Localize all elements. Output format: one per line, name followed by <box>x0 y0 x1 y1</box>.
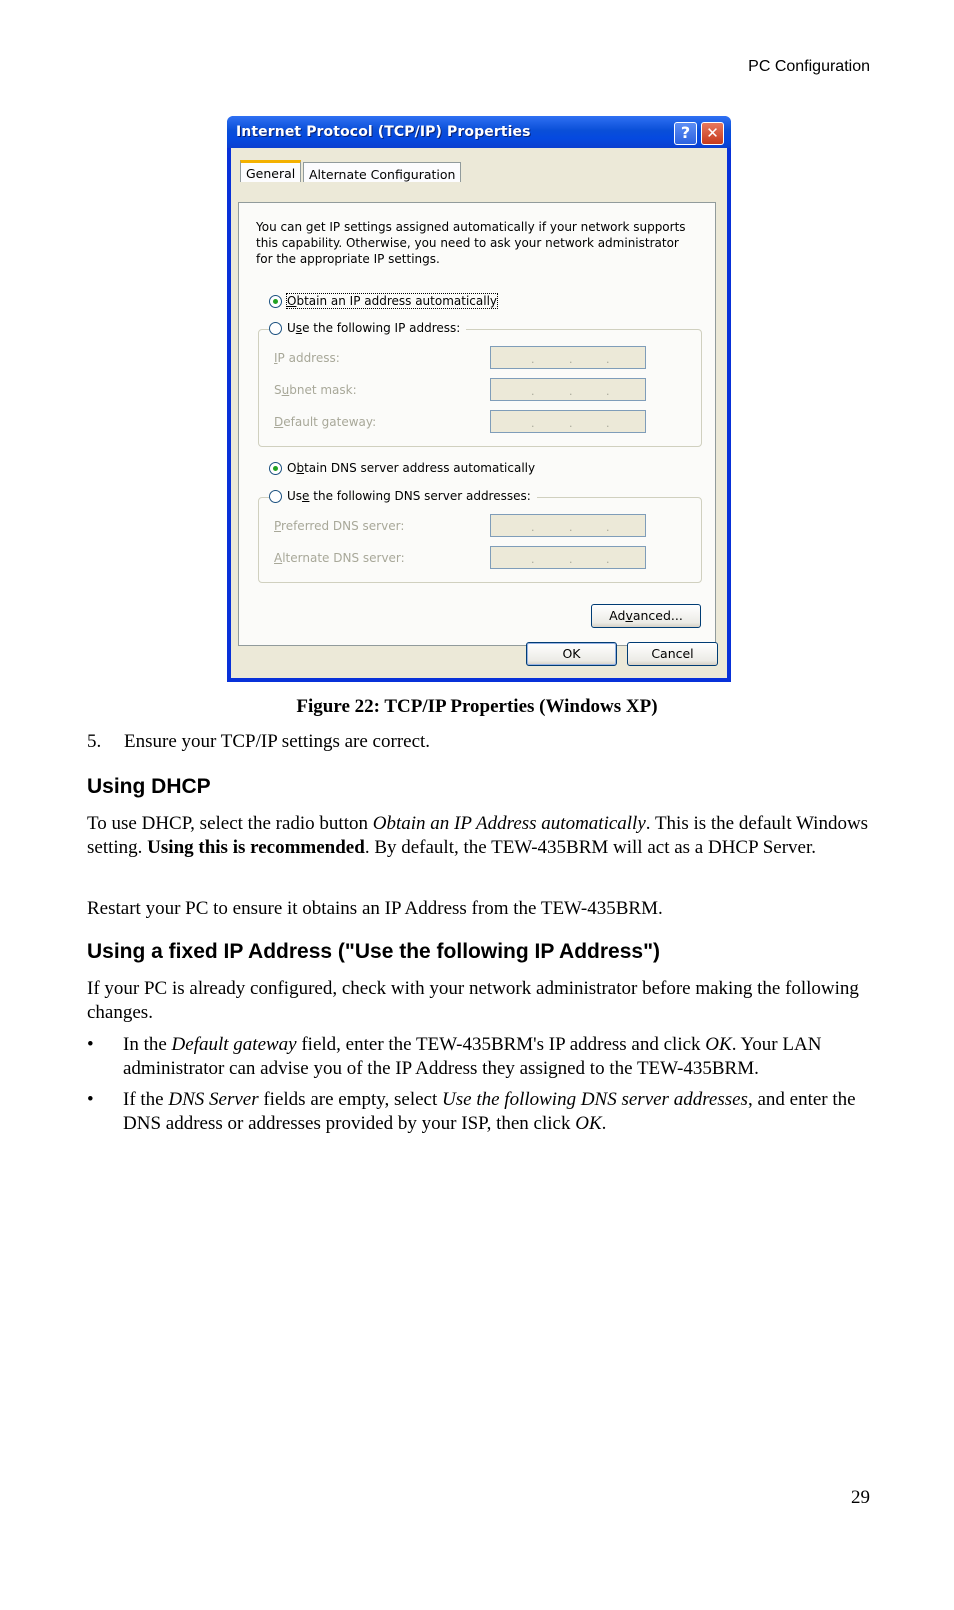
obtain-dns-auto-label: Obtain DNS server address automatically <box>287 461 536 475</box>
step-number: 5. <box>87 731 102 752</box>
tab-alternate-configuration[interactable] <box>303 162 461 182</box>
close-icon: ✕ <box>706 124 719 142</box>
restart-paragraph: Restart your PC to ensure it obtains an IP Address from the TEW-435BRM. <box>87 898 663 919</box>
tab-alternate-label: Alternate Configuration <box>309 167 456 182</box>
tcpip-properties-dialog <box>227 116 731 682</box>
radio-checked-icon <box>269 295 282 308</box>
use-following-ip-label: Use the following IP address: <box>287 321 461 335</box>
close-button[interactable] <box>701 122 724 145</box>
step-text: Ensure your TCP/IP settings are correct. <box>124 731 431 752</box>
fixed-ip-heading: Using a fixed IP Address ("Use the following IP Address") <box>87 940 661 963</box>
tab-general[interactable] <box>240 160 301 182</box>
radio-unchecked-icon <box>269 322 282 335</box>
static-dns-group <box>258 497 702 583</box>
advanced-button[interactable]: Advanced... <box>591 604 701 628</box>
ip-address-label: IP address: <box>274 351 340 365</box>
subnet-mask-input[interactable]: . . . <box>490 378 646 401</box>
radio-unchecked-icon <box>269 490 282 503</box>
dhcp-heading: Using DHCP <box>87 775 211 798</box>
subnet-mask-label: Subnet mask: <box>274 383 357 397</box>
dialog-titlebar[interactable] <box>227 116 731 148</box>
bullet-icon: • <box>87 1034 94 1055</box>
step-5 <box>87 731 430 753</box>
bullet-text: In the Default gateway field, enter the TEW-435BRM's IP address and click OK. Your LAN administrator can advise you of the IP Address they assigned to the TEW-435BRM. <box>123 1034 822 1079</box>
preferred-dns-label: Preferred DNS server: <box>274 519 405 533</box>
ip-address-input[interactable]: . . . <box>490 346 646 369</box>
cancel-button[interactable]: Cancel <box>627 642 718 666</box>
page-header: PC Configuration <box>748 58 870 75</box>
preferred-dns-input[interactable]: . . . <box>490 514 646 537</box>
alternate-dns-input[interactable]: . . . <box>490 546 646 569</box>
alternate-dns-label: Alternate DNS server: <box>274 551 405 565</box>
help-icon: ? <box>680 123 691 142</box>
figure-caption: Figure 22: TCP/IP Properties (Windows XP) <box>296 696 658 717</box>
use-following-dns-label: Use the following DNS server addresses: <box>287 489 531 503</box>
dialog-client <box>231 148 727 678</box>
obtain-dns-auto-radio[interactable] <box>269 461 535 475</box>
page-number: 29 <box>851 1487 870 1508</box>
use-following-ip-radio[interactable] <box>269 321 466 335</box>
tab-general-label: General <box>246 166 296 181</box>
default-gateway-label: Default gateway: <box>274 415 377 429</box>
help-button[interactable] <box>674 122 697 145</box>
dialog-title: Internet Protocol (TCP/IP) Properties <box>236 124 531 140</box>
general-tab-panel <box>238 202 716 646</box>
obtain-ip-auto-radio[interactable] <box>269 294 497 308</box>
radio-checked-icon <box>269 462 282 475</box>
obtain-ip-auto-label: Obtain an IP address automatically <box>287 294 498 308</box>
bullet-icon: • <box>87 1089 94 1110</box>
intro-text: You can get IP settings assigned automatically if your network supports this capability. Otherwise, you need to ask your network administrator for the appropriate IP settings. <box>256 220 686 266</box>
use-following-dns-radio[interactable] <box>269 489 537 503</box>
ok-button[interactable]: OK <box>526 642 617 666</box>
dhcp-paragraph: To use DHCP, select the radio button Obtain an IP Address automatically. This is the default Windows setting. Using this is recommended. By default, the TEW-435BRM will act as a DHCP Server. <box>87 813 869 858</box>
default-gateway-input[interactable]: . . . <box>490 410 646 433</box>
fixed-ip-paragraph: If your PC is already configured, check with your network administrator before making the following changes. <box>87 978 859 1023</box>
bullet-text: If the DNS Server fields are empty, select Use the following DNS server addresses, and enter the DNS address or addresses provided by your ISP, then click OK. <box>123 1089 856 1134</box>
